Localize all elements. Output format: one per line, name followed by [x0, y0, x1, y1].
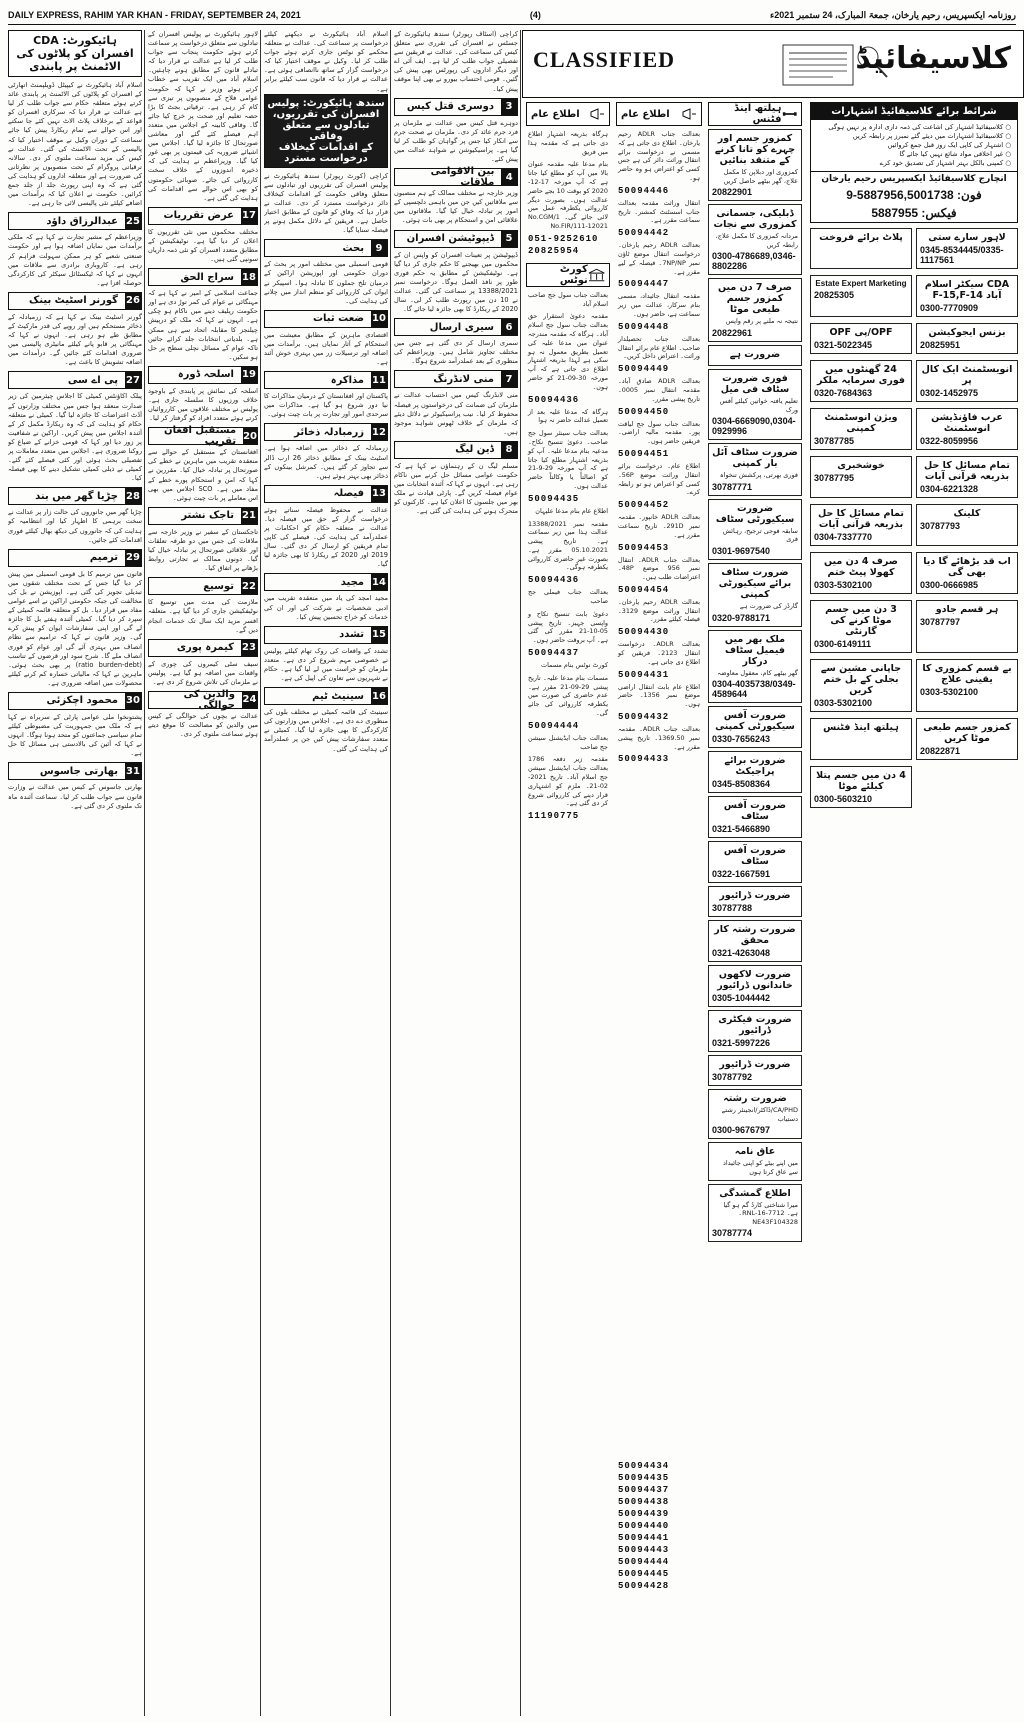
classified-ad: ملک بھر میں فیمیل سٹاف درکار گھر بیٹھے کام، معقول معاوضہ 0304-4035738/0349-4589644	[708, 630, 802, 704]
notice-text: ہرگاہ بذریعہ اشتہار اطلاع دی جاتی ہے کہ مقدمہ ہذا میں فریق	[528, 130, 608, 156]
terms-box: شرائط برائے کلاسیفائیڈ اشتہارات ○ کلاسیفائیڈ اشتہار کی اشاعت کی ذمہ داری ادارہ پر نہیں ہوگی ○ کلاسیفائیڈ اشتہارات میں دیئے گئے نمبرز پر رابطہ کریں ○ اشتہار کی کاپی ایک روز قبل جمع کروائیں ○ غیر اخلاقی مواد شائع نہیں کیا جائے گا ○ کمپنی بالکل بہتر اشتہار کی تصدیق خود کرے انچارج کلاسیفائیڈ ایکسپریس رحیم یارخان فون: 5887956,5001738-9 فیکس: 5887955	[810, 102, 1018, 223]
article-text: اسلام آباد ہائیکورٹ نے کیپیٹل ڈویلپمنٹ اتھارٹی کے افسران کو پلاٹوں کی الاٹمنٹ پر پابندی عائد کرتے ہوئے متعلقہ حکام سے جواب طلب کر لیا ہے عدالت نے قرار دیا کہ سرکاری افسران کو قواعد کے برخلاف پلاٹ الاٹ نہیں کئے جا سکتے اور اس حوالے سے تمام ریکارڈ پیش کیا جائے سماعت کے دوران وکیل نے موقف اختیار کیا کہ پالیسی کے تحت الاٹمنٹ کی گئی۔ عدالت نے کیس کی مزید سماعت ملتوی کر دی۔ سالانہ ترقیاتی پروگرام کے تحت منصوبوں پر نظرثانی کی ضرورت ہے اور متعلقہ اداروں کو ہدایت کی گئی ہے کہ وہ اپنی رپورٹ جلد از جلد جمع کرائیں۔ حکومت نے اعلان کیا کہ برآمدات میں اضافے کیلئے نئی پالیسی لائی جا رہی ہے۔	[8, 81, 142, 208]
column-divider	[260, 30, 261, 1716]
section-heading: 27 پی اے سی	[8, 371, 142, 389]
section-heading: 25 عبدالرزاق داؤد	[8, 212, 142, 230]
classified-ad: 4 دن میں جسم پتلا کیلئے موٹا 0300-5603210	[810, 766, 912, 808]
classified-ad: ضرورت رشتہ کار محقق 0321-4263048	[708, 920, 802, 962]
section-heading: 8 ڈین لیگ	[394, 441, 518, 459]
section-heading: 5 ڈیپوٹیشن افسران	[394, 230, 518, 248]
classified-banner	[522, 30, 1024, 98]
classified-col-notices: اطلاع عام ہرگاہ بذریعہ اشتہار اطلاع دی جاتی ہے کہ مقدمہ ہذا میں فریق بنام مدعا علیہ مقدمہ عنوان بالا میں آپ کو مطلع کیا جاتا ہے کہ آپ مورخہ 17-12-2020 کو بوقت 10 بجے حاضر عدالت ہوں۔ بصورت دیگر کارروائی یکطرفہ عمل میں لائی جائے گی۔ No.CGM/1 No.FIR/111-12021 051-9252610 20825954 کورٹ نوٹس بعدالت جناب سول جج صاحب اسلام آباد مقدمہ دعویٰ استقرار حق بعدالت جناب سول جج اسلام آباد۔ ہرگاہ کہ مقدمہ مندرجہ عنوان میں مدعا علیہ کی تعمیل بطریق معمول نہ ہو سکی ہے لہذا بذریعہ اشتہار اطلاع دی جاتی ہے کہ آپ مورخہ 30-09-21 کو حاضر ہوں۔ 50094436 ہرگاہ کہ مدعا علیہ بعد از تعمیل عدالت حاضر نہ ہوا بعدالت جناب سینئر سول جج صاحب۔ دعویٰ تنسیخ نکاح۔ مدعیہ بنام مدعا علیہ۔ آپ کو بذریعہ اشتہار مطلع کیا جاتا ہے کہ آپ مورخہ 29-9-21 کو اصالتاً یا وکالتاً حاضر عدالت ہوں۔ 50094435 اطلاع عام بنام مدعا علیہان مقدمہ نمبر 13388/2021 عدالت ہذا میں زیر سماعت ہے۔ تاریخ پیشی 05.10.2021 مقرر ہے۔ بصورت غیر حاضری کارروائی یکطرفہ ہوگی۔ 50094436 بعدالت جناب فیملی جج صاحب دعویٰ بابت تنسیخ نکاح و واپسی جہیز۔ تاریخ پیشی 05-10-21 مقرر کی گئی ہے۔ آپ بروقت حاضر ہوں۔ 50094437 کورٹ نوٹس بنام مسمات مسمات بنام مدعا علیہ۔ تاریخ پیشی 29-09-21 مقرر ہے۔ عدم حاضری کی صورت میں یکطرفہ کارروائی کی جائے گی۔ 50094444 بعدالت جناب ایڈیشنل سیشن جج صاحب مقدمہ زیر دفعہ 1786 بعدالت جناب ایڈیشنل سیشن جج اسلام آباد۔ تاریخ 2021-02-21۔ ملزم کو اشتہاری قرار دینے کی کارروائی شروع کر دی گئی ہے۔ 11190775	[524, 100, 612, 822]
section-heading: 22 توسیع	[148, 577, 258, 595]
classified-ad: اب قد بڑھائے گا دیا بھی گی 0300-0666985	[916, 552, 1018, 594]
column-divider	[520, 30, 521, 1716]
section-heading: 18 سراج الحق	[148, 268, 258, 286]
classified-ad: 24 گھنٹوں میں فوری سرمایہ ملکر 0320-7684363	[810, 360, 912, 402]
classified-ad: ہر قسم جادو 30787797	[916, 600, 1018, 653]
section-heading: 31 بھارتی جاسوس	[8, 762, 142, 780]
section-heading: 20 مستقبل افغان تقریب	[148, 427, 258, 445]
classified-ad: تمام مسائل کا حل بذریعہ قرآنی آیات 0304-6221328	[916, 456, 1018, 498]
news-column-2: لاہور ہائیکورٹ نے پولیس افسران کے تبادلوں سے متعلق درخواست پر سماعت کرتے ہوئے حکومت پنجاب سے جواب طلب کر لیا ہے عدالت نے قرار دیا کہ تبادلے قانون کے مطابق ہونے چاہئیں۔ اسلام آباد میں ایک تقریب سے خطاب کرتے ہوئے وزیر نے کہا کہ حکومت عوامی فلاح کے منصوبوں پر تیزی سے کام کر رہی ہے۔ ترقیاتی بجٹ کا بڑا حصہ تعلیم اور صحت پر خرچ کیا جائے گا۔ وفاقی کابینہ کے اجلاس میں متعدد اہم فیصلے کئے گئے اور معاشی صورتحال کا جائزہ لیا گیا۔ اجلاس میں اشیائے ضروریہ کی قیمتوں پر بھی غور کیا گیا۔ وزیراعظم نے ہدایت کی کہ ذخیرہ اندوزوں کے خلاف سخت کارروائی کی جائے۔ صوبائی حکومتوں کو بھی اس حوالے سے اقدامات کی ہدایت کی گئی ہے۔ 17 عرض تقرریات مختلف محکموں میں نئی تقرریوں کا اعلان کر دیا گیا ہے۔ نوٹیفکیشن کے مطابق متعدد افسران کو نئی ذمہ داریاں سونپی گئی ہیں۔ 18 سراج الحق جماعت اسلامی کے امیر نے کہا ہے کہ مہنگائی نے عوام کی کمر توڑ دی ہے اور حکومت ریلیف دینے میں ناکام ہو چکی ہے۔ انہوں نے کہا کہ ملک کو درپیش چیلنجز کا مقابلہ اتحاد سے ہی ممکن ہے۔ بلدیاتی انتخابات جلد کرائے جائیں تاکہ عوام کے مسائل نچلی سطح پر حل ہو سکیں۔ 19 اسلحہ ڈورہ اسلحہ کی نمائش پر پابندی کے باوجود خلاف ورزیوں کا سلسلہ جاری ہے۔ پولیس نے مختلف علاقوں میں کارروائیاں کرتے ہوئے متعدد افراد کو گرفتار کر لیا۔ 20 مستقبل افغان تقریب افغانستان کے مستقبل کے حوالے سے منعقدہ تقریب میں ماہرین نے خطے کی صورتحال پر تبادلہ خیال کیا۔ مقررین نے کہا کہ امن و استحکام پورے خطے کے مفاد میں ہے۔ SCO اجلاس میں بھی اس معاملے پر بات چیت ہوئی۔ 21 تاجک نشتر تاجکستان کے سفیر نے وزیر خارجہ سے ملاقات کی جس میں دو طرفہ تعلقات اور علاقائی صورتحال پر تبادلہ خیال کیا گیا۔ دونوں ممالک نے تجارتی روابط بڑھانے پر اتفاق کیا۔ 22 توسیع ملازمت کی مدت میں توسیع کا نوٹیفکیشن جاری کر دیا گیا ہے۔ متعلقہ افسر مزید ایک سال تک خدمات انجام دیں گے۔ 23 کیمرہ پوری سیف سٹی کیمروں کی چوری کے واقعات میں اضافہ ہو گیا ہے۔ پولیس نے ملزمان کی تلاش شروع کر دی ہے۔ 24 والدین کی حوالگی عدالت نے بچوں کی حوالگی کے کیس میں والدین کو مصالحت کا موقع دیتے ہوئے سماعت ملتوی کر دی۔	[148, 30, 258, 739]
section-heading: 7 منی لانڈرنگ	[394, 370, 518, 388]
classified-title-en: CLASSIFIED	[533, 47, 676, 72]
section-heading: 12 زرمبادلہ ذخائر	[264, 423, 388, 441]
notice-heading: اطلاع عام	[526, 102, 610, 126]
page-number: (4)	[529, 10, 541, 20]
classified-col-notices-2: اطلاع عام بعدالت جناب ADLR رحیم یارخان۔ اطلاع دی جاتی ہے کہ مسمی نے درخواست برائے انتقال وراثت دائر کی ہے جس کسی کو اعتراض ہو وہ حاضر ہو۔ 50094446 انتقال وراثت مقدمہ بعدالت جناب اسسٹنٹ کمشنر۔ تاریخ سماعت مقرر ہے۔ 50094442 بعدالت ADLR رحیم یارخان۔ درخواست انتقال موضع ٹاؤن نمبر 7NP/NP۔ فیصلہ کے لیے مقرر ہے۔ 50094447 مقدمہ انتقال جائیداد، مسمی بنام سرکار، عدالت میں زیر سماعت ہے، حاضر ہوں۔ 50094448 بعدالت جناب تحصیلدار صاحب۔ اطلاع عام برائے انتقال وراثت۔ اعتراض داخل کریں۔ 50094449 بعدالت ADLR صادق آباد۔ مقدمہ انتقال نمبر 0005۔ تاریخ پیشی مقرر۔ 50094450 بعدالت جناب سول جج لیاقت پور۔ مقدمہ مالیہ اراضی۔ فریقین حاضر ہوں۔ 50094451 اطلاع عام۔ درخواست برائے انتقال وراثت موضع 56P۔ کسی کو اعتراض ہو تو رابطہ کرے۔ 50094452 بعدالت ADLR خانپور۔ مقدمہ نمبر 291D۔ تاریخ سماعت مقرر ہے۔ 50094453 بعدالت جناب ADLR۔ انتقال نمبر 956 موضع 48P۔ اعتراضات طلب ہیں۔ 50094454 بعدالت ADLR رحیم یارخان۔ انتقال وراثت موضع 3129۔ فیصلہ کیلئے مقرر۔ 50094430 بعدالت ADLR۔ درخواست انتقال 2123۔ فریقین کو اطلاع دی جاتی ہے۔ 50094431 اطلاع عام بابت انتقال اراضی موضع نمبر 1356۔ حاضر ہوں۔ 50094432 بعدالت جناب ADLR۔ مقدمہ نمبر 1369.50۔ تاریخ پیشی مقرر ہے۔ 50094433	[614, 100, 704, 765]
classified-ad: ضرورت ہے	[708, 345, 802, 366]
section-heading: 13 فیصلہ	[264, 485, 388, 503]
section-heading: 11 مذاکرہ	[264, 371, 388, 389]
classified-ad: ضرورت سیکیورٹی سٹاف سابقہ فوجی ترجیح، رہائش فری 0301-9697540	[708, 499, 802, 560]
classified-ad: کمزور جسم طبعی موٹا کریں 20822871	[916, 718, 1018, 760]
classified-ad: ہیلتھ اینڈ فٹنس	[810, 718, 912, 760]
classified-ad: ضرورت فیکٹری ڈرائیور 0321-5997226	[708, 1010, 802, 1052]
classified-ad: CDA سیکٹر اسلام آباد F-15,F-14 0300-7770909	[916, 275, 1018, 317]
classified-ad: خوشخبری 30787795	[810, 456, 912, 498]
header-right-urdu-date: روزنامہ ایکسپریس، رحیم یارخان، جمعۃ المبارک، 24 ستمبر 2021ء	[769, 9, 1016, 20]
classified-ad: انویسٹمنٹ ایک کال پر 0302-1452975	[916, 360, 1018, 402]
section-heading: 17 عرض تقرریات	[148, 207, 258, 225]
classified-ad: صرف 7 دن میں کمزور جسم طبعی موٹا نتیجہ نہ ملنے پر رقم واپس 20822961	[708, 278, 802, 342]
classified-col-jobs: ہیلتھ اینڈ فٹنس کمزور جسم اور چہرے کو تانا کرنے کے متنقد بنائیں کمزوری اور دبلاپن کا مکمل علاج، گھر بیٹھے حاصل کریں 20822901 ڈبلیکی، جسمانی کمزوری سے نجات مردانہ کمزوری کا مکمل علاج، رابطہ کریں 0300-4786689,0346-8802286 صرف 7 دن میں کمزور جسم طبعی موٹا نتیجہ نہ ملنے پر رقم واپس 20822961 ضرورت ہے فوری ضرورت سٹاف فی میل تعلیم یافتہ خواتین کیلئے آفس ورک 0304-6669090,0304-0929996 ضرورت سٹاف آئل بار کمپنی فوری بھرتی، پرکشش تنخواہ 30787771 ضرورت سیکیورٹی سٹاف سابقہ فوجی ترجیح، رہائش فری 0301-9697540 ضرورت سٹاف برائے سیکیورٹی کمپنی گارڈز کی ضرورت ہے 0320-9788171 ملک بھر میں فیمیل سٹاف درکار گھر بیٹھے کام، معقول معاوضہ 0304-4035738/0349-4589644 ضرورت آفس سیکیورٹی کمپنی 0330-7656243 ضرورت برائے پراجیکٹ 0345-8508364 ضرورت آفس سٹاف 0321-5466890 ضرورت آفس سٹاف 0322-1667591 ضرورت ڈرائیور 30787788 ضرورت رشتہ کار محقق 0321-4263048 ضرورت لاکھوں خاندانوں ڈرائیور 0305-1044442 ضرورت فیکٹری ڈرائیور 0321-5997226 ضرورت ڈرائیور 30787792 ضرورت رشتہ CA/PHD/ڈاکٹر/انجینئر رشتے دستیاب 0300-9676797 عاق نامہ میں اپنے بیٹے کو اپنی جائیداد سے عاق کرتا ہوں اطلاع گمشدگی میرا شناختی کارڈ گم ہو گیا ہے۔ RNL-16-7712۔ NE43F104328 30787774	[706, 100, 804, 1245]
classified-ad: ضرورت لاکھوں خاندانوں ڈرائیور 0305-1044442	[708, 965, 802, 1007]
classified-ad: کلینک 30787793	[916, 504, 1018, 546]
classified-title-ur: کلاسیفائیڈ	[855, 41, 1011, 76]
classified-ad: بزنس ایجوکیشن 20825951	[916, 323, 1018, 354]
classified-ad: ضرورت ڈرائیور 30787788	[708, 886, 802, 917]
section-heading: 24 والدین کی حوالگی	[148, 691, 258, 709]
header-left-date: DAILY EXPRESS, RAHIM YAR KHAN - FRIDAY, SEPTEMBER 24, 2021	[8, 10, 301, 20]
section-heading: 30 محمود اچکزئی	[8, 692, 142, 710]
news-column-3: اسلام آباد ہائیکورٹ نے دیکھنے کیلئے درخواست پر سماعت کی۔ عدالت نے متعلقہ محکمے کو نوٹس جاری کرتے ہوئے جواب طلب کر لیا۔ وکیل نے موقف اختیار کیا کہ درخواست گزار کے ساتھ ناانصافی ہوئی ہے۔ عدالت نے قرار دیا کہ قانون سب کیلئے برابر ہے۔ سندھ ہائیکورٹ: پولیس افسران کی تقرریوں، تبادلوں سے متعلق وفاقی کے اقدامات کیخلاف درخواست مسترد کراچی (کورٹ رپورٹر) سندھ ہائیکورٹ نے پولیس افسران کی تقرریوں اور تبادلوں سے متعلق وفاقی حکومت کے اقدامات کیخلاف دائر درخواست مسترد کر دی۔ عدالت نے قرار دیا کہ وفاق کو قانون کے مطابق اختیار حاصل ہے۔ فریقین کے دلائل مکمل ہونے پر فیصلہ سنایا گیا۔ 9 بحث قومی اسمبلی میں مختلف امور پر بحث کے دوران حکومتی اور اپوزیشن اراکین کے درمیان تلخ جملوں کا تبادلہ ہوا۔ اسپیکر نے ایوان کی کارروائی کو منظم انداز میں چلانے کی ہدایت کی۔ 10 ضعت ثبات اقتصادی ماہرین کے مطابق معیشت میں استحکام کے آثار نمایاں ہیں۔ برآمدات میں اضافہ اور ترسیلات زر میں بہتری خوش آئند ہے۔ 11 مذاکرہ پاکستان اور افغانستان کے درمیان مذاکرات کا نیا دور شروع ہو گیا ہے۔ مذاکرات میں سرحدی امور اور تجارت پر بات چیت ہوئی۔ 12 زرمبادلہ ذخائر زرمبادلہ کے ذخائر میں اضافہ ہوا ہے۔ اسٹیٹ بینک کے مطابق ذخائر 26 ارب ڈالر سے تجاوز کر گئے ہیں۔ کمرشل بینکوں کے ذخائر بھی بہتر ہوئے ہیں۔ 13 فیصلہ عدالت نے محفوظ فیصلہ سناتے ہوئے درخواست گزار کے حق میں فیصلہ دیا۔ عدالت نے متعلقہ حکام کو احکامات پر عملدرآمد کی ہدایت کی۔ فیصلے کی کاپی تمام فریقین کو ارسال کر دی گئی۔ سال 2019 اور 2020 کے ریکارڈ کا بھی جائزہ لیا گیا۔ 14 مجید مجید امجد کی یاد میں منعقدہ تقریب میں ادبی شخصیات نے شرکت کی اور ان کی خدمات کو خراج تحسین پیش کیا۔ 15 تشدد تشدد کے واقعات کی روک تھام کیلئے پولیس نے خصوصی مہم شروع کر دی ہے۔ متعدد ملزمان کو حراست میں لے لیا گیا ہے۔ حکام نے شہریوں سے تعاون کی اپیل کی ہے۔ 16 سینیٹ ٹیم سینیٹ کی قائمہ کمیٹی نے مختلف بلوں کی منظوری دے دی ہے۔ اجلاس میں وزارتوں کی کارکردگی کا بھی جائزہ لیا گیا۔ کمیٹی نے متعدد سفارشات پیش کیں جن پر عملدرآمد کی ہدایت کی گئی۔	[264, 30, 388, 753]
classified-ad: ضرورت سٹاف آئل بار کمپنی فوری بھرتی، پرکشش تنخواہ 30787771	[708, 443, 802, 496]
court-notice-heading: کورٹ نوٹس	[526, 263, 610, 287]
section-heading: 16 سینیٹ ٹیم	[264, 687, 388, 705]
section-heading: 29 ترمیم	[8, 549, 142, 567]
section-heading: 28 چڑیا گھر میں بند	[8, 487, 142, 505]
classified-ad: بے قسم کمزوری کا یقینی علاج 0303-5302100	[916, 659, 1018, 712]
classified-ad: Estate Expert Marketing 20825305	[810, 275, 912, 317]
classified-ad: تمام مسائل کا حل بذریعہ قرآنی آیات 0304-7337770	[810, 504, 912, 546]
classified-ad: لاہور سارے ستی 0345-8534445/0335-1117561	[916, 228, 1018, 269]
phone-number: 20825954	[528, 245, 580, 256]
classified-ad: ضرورت برائے پراجیکٹ 0345-8508364	[708, 751, 802, 793]
right-ads-grid	[808, 225, 1020, 811]
classified-ad: ضرورت آفس سٹاف 0322-1667591	[708, 841, 802, 883]
court-icon	[588, 268, 605, 282]
section-heading: 10 ضعت ثبات	[264, 310, 388, 328]
classified-ad: عاق نامہ میں اپنے بیٹے کو اپنی جائیداد سے عاق کرتا ہوں	[708, 1142, 802, 1180]
fitness-icon	[782, 107, 797, 121]
classified-ad: ضرورت ڈرائیور 30787792	[708, 1055, 802, 1086]
classified-ad: ضرورت آفس سیکیورٹی کمپنی 0330-7656243	[708, 706, 802, 748]
section-heading: 21 تاجک نشتر	[148, 507, 258, 525]
classified-col-right	[808, 100, 1020, 811]
sindh-headline: سندھ ہائیکورٹ: پولیس افسران کی تقرریوں، تبادلوں سے متعلق وفاقی کے اقدامات کیخلاف درخواست مسترد	[264, 94, 388, 168]
news-column-1: ہائیکورٹ: CDA افسران کو پلاٹوں کی الاٹمنٹ پر پابندی اسلام آباد ہائیکورٹ نے کیپیٹل ڈویلپمنٹ اتھارٹی کے افسران کو پلاٹوں کی الاٹمنٹ پر پابندی عائد کرتے ہوئے متعلقہ حکام سے جواب طلب کر لیا ہے عدالت نے قرار دیا کہ سرکاری افسران کو قواعد کے برخلاف پلاٹ الاٹ نہیں کئے جا سکتے اور اس حوالے سے تمام ریکارڈ پیش کیا جائے سماعت کے دوران وکیل نے موقف اختیار کیا کہ پالیسی کے تحت الاٹمنٹ کی گئی۔ عدالت نے کیس کی مزید سماعت ملتوی کر دی۔ سالانہ ترقیاتی پروگرام کے تحت منصوبوں پر نظرثانی کی ضرورت ہے اور متعلقہ اداروں کو ہدایت کی گئی ہے کہ وہ اپنی رپورٹ جلد از جلد جمع کرائیں۔ حکومت نے اعلان کیا کہ برآمدات میں اضافے کیلئے نئی پالیسی لائی جا رہی ہے۔ 25 عبدالرزاق داؤد وزیراعظم کے مشیر تجارت نے کہا ہے کہ ملکی برآمدات میں نمایاں اضافہ ہوا ہے اور حکومت صنعتی شعبے کو ہر ممکن سہولت فراہم کر رہی ہے۔ کاروباری برادری سے ملاقات میں انہوں نے کہا کہ ٹیکسٹائل سیکٹر کی کارکردگی حوصلہ افزا ہے۔ 26 گورنر اسٹیٹ بینک گورنر اسٹیٹ بینک نے کہا ہے کہ زرمبادلہ کے ذخائر مستحکم ہیں اور روپے کی قدر مارکیٹ کے مطابق طے ہو رہی ہے۔ انہوں نے کہا کہ مہنگائی پر قابو پانے کیلئے مانیٹری پالیسی میں ضروری اقدامات کئے جائیں گے۔ درآمدات میں اضافہ تشویش کا باعث ہے۔ 27 پی اے سی پبلک اکاؤنٹس کمیٹی کا اجلاس چیئرمین کی زیر صدارت منعقد ہوا جس میں مختلف وزارتوں کے آڈٹ اعتراضات کا جائزہ لیا گیا۔ کمیٹی نے متعلقہ حکام کو ہدایت کی کہ وہ ریکارڈ مکمل کر کے آئندہ اجلاس میں پیش کریں۔ اراکین نے شفافیت پر زور دیا اور کہا کہ قومی خزانے کے ضیاع کو روکنا ضروری ہے۔ اجلاس میں متعدد معاملات پر تفصیلی بحث ہوئی اور کئی فیصلے کئے گئے۔ کمیٹی نے ذیلی کمیٹی تشکیل دینے کا بھی فیصلہ کیا۔ 28 چڑیا گھر میں بند چڑیا گھر میں جانوروں کی حالت زار پر عدالت نے سخت برہمی کا اظہار کیا اور انتظامیہ کو ہدایت کی کہ جانوروں کی دیکھ بھال کیلئے فوری اقدامات کئے جائیں۔ 29 ترمیم قانون میں ترمیم کا بل قومی اسمبلی میں پیش کر دیا گیا جس کے تحت مختلف شقوں میں تبدیلی تجویز کی گئی ہے۔ اپوزیشن نے بل کی مخالفت کی جبکہ حکومتی اراکین نے اسے عوامی مفاد میں قرار دیا۔ بل کو متعلقہ قائمہ کمیٹی کے سپرد کر دیا گیا۔ کمیٹی آئندہ ہفتے بل کا جائزہ لے گی اور اپنی سفارشات ایوان کو پیش کرے گی۔ وزیر قانون نے کہا کہ ترامیم سے نظام انصاف میں بہتری آئے گی اور عوام کو فوری انصاف ملے گا۔ شرح سود اور قرضوں کے تناسب (ratio burden-debt) پر بھی بحث ہوئی۔ ماہرین نے کہا کہ مالیاتی خسارہ کم کرنے کیلئے محصولات میں اضافہ ضروری ہے۔ 30 محمود اچکزئی پشتونخوا ملی عوامی پارٹی کے سربراہ نے کہا ہے کہ ملک میں جمہوریت کی مضبوطی کیلئے تمام سیاسی جماعتوں کو متحد ہونا ہوگا۔ انہوں نے کہا کہ آئین کی بالادستی ہی مسائل کا حل ہے۔ 31 بھارتی جاسوس بھارتی جاسوس کے کیس میں عدالت نے وزارت قانون سے جواب طلب کر لیا۔ سماعت آئندہ ماہ تک ملتوی کر دی گئی ہے۔	[8, 30, 142, 811]
classified-ad: صرف 4 دن میں کھولا پیٹ ختم 0303-5302100	[810, 552, 912, 594]
section-heading: 3 دوسری قتل کیس	[394, 98, 518, 116]
column-divider	[390, 30, 391, 1716]
classified-ad: ویژن انوسٹمنٹ کمپنی 30787785	[810, 408, 912, 450]
classified-ad: ضرورت رشتہ CA/PHD/ڈاکٹر/انجینئر رشتے دستیاب 0300-9676797	[708, 1089, 802, 1139]
section-heading: 4 بین الاقوامی ملاقات	[394, 168, 518, 186]
section-heading: 14 مجید	[264, 573, 388, 591]
classified-ad: عرب فاؤنڈیشن انوسٹمنٹ 0322-8059956	[916, 408, 1018, 450]
section-heading: 26 گورنر اسٹیٹ بینک	[8, 292, 142, 310]
classified-ad: ضرورت سٹاف برائے سیکیورٹی کمپنی گارڈز کی ضرورت ہے 0320-9788171	[708, 563, 802, 627]
classified-ad: ڈبلیکی، جسمانی کمزوری سے نجات مردانہ کمزوری کا مکمل علاج، رابطہ کریں 0300-4786689,0346-8802286	[708, 204, 802, 275]
megaphone-icon	[681, 107, 697, 121]
phone-number: 051-9252610	[528, 233, 599, 244]
section-heading: 9 بحث	[264, 239, 388, 257]
classified-ad: اطلاع گمشدگی میرا شناختی کارڈ گم ہو گیا ہے۔ RNL-16-7712۔ NE43F104328 30787774	[708, 1184, 802, 1243]
classified-ad: 3 دن میں جسم موٹا کرنے کی گارنٹی 0300-6149111	[810, 600, 912, 653]
classified-ad: ضرورت آفس سٹاف 0321-5466890	[708, 796, 802, 838]
classified-ad: OPF/پی OPF 0321-5022345	[810, 323, 912, 354]
megaphone-icon	[589, 107, 605, 121]
section-heading: 15 تشدد	[264, 626, 388, 644]
section-heading: 23 کیمرہ پوری	[148, 639, 258, 657]
classified-ad: جاپانی مشین سے بجلی کے بل ختم کریں 0303-5302100	[810, 659, 912, 712]
section-heading: 19 اسلحہ ڈورہ	[148, 366, 258, 384]
classified-ad: پلاٹ برائے فروخت	[810, 228, 912, 269]
page-header	[8, 6, 1016, 25]
phone-strip: 50094434 50094435 50094437 50094438 50094439 50094440 50094441 50094443 50094444 50094445 50094428	[618, 1461, 670, 1591]
news-column-4: کراچی (اسٹاف رپورٹر) سندھ ہائیکورٹ کے جسٹس نے افسران کی تقرری سے متعلق کیس کی سماعت کی۔ عدالت نے فریقین سے تفصیلی جواب طلب کر لیا ہے۔ ایف آئی اے اور دیگر اداروں کی رپورٹس بھی پیش کی گئیں۔ قومی احتساب بیورو نے بھی اپنا موقف پیش کیا۔ 3 دوسری قتل کیس دوہرے قتل کیس میں عدالت نے ملزمان پر فرد جرم عائد کر دی۔ ملزمان نے صحت جرم سے انکار کیا جس پر گواہان کو طلب کر لیا گیا ہے۔ پراسیکیوشن نے شواہد عدالت میں پیش کئے۔ 4 بین الاقوامی ملاقات وزیر خارجہ نے مختلف ممالک کے ہم منصبوں سے ملاقاتیں کیں جن میں باہمی دلچسپی کے امور پر تبادلہ خیال کیا گیا۔ ملاقاتوں میں علاقائی امن و استحکام پر بھی بات ہوئی۔ 5 ڈیپوٹیشن افسران ڈیپوٹیشن پر تعینات افسران کو واپس ان کے محکموں میں بھیجنے کا حکم جاری کر دیا گیا ہے۔ نوٹیفکیشن کے مطابق یہ حکم فوری طور پر نافذ العمل ہوگا۔ درخواست نمبر 13388/2021 پر سماعت کی گئی۔ عدالت نے 10 دن میں رپورٹ طلب کر لی۔ سال 2020 کے ریکارڈ کا بھی جائزہ لیا جائے گا۔ 6 سیری ارسال سمری ارسال کر دی گئی ہے جس میں مختلف تجاویز شامل ہیں۔ وزیراعظم کی منظوری کے بعد عملدرآمد شروع ہوگا۔ 7 منی لانڈرنگ منی لانڈرنگ کیس میں احتساب عدالت نے ملزمان کی ضمانت کی درخواستوں پر فیصلہ محفوظ کر لیا۔ نیب پراسیکیوٹر نے دلائل دیئے کہ ملزمان کے خلاف ٹھوس شواہد موجود ہیں۔ 8 ڈین لیگ مسلم لیگ ن کے رہنماؤں نے کہا ہے کہ حکومت عوامی مسائل حل کرنے میں ناکام رہی ہے۔ انہوں نے کہا کہ آئندہ انتخابات میں عوام فیصلہ کریں گے۔ پارٹی قیادت نے ملک بھر میں جلسوں کا اعلان کیا ہے۔ کارکنوں کو متحرک ہونے کی ہدایت کی گئی ہے۔	[394, 30, 518, 516]
classified-ad: کمزور جسم اور چہرے کو تانا کرنے کے متنقد بنائیں کمزوری اور دبلاپن کا مکمل علاج، گھر بیٹھے حاصل کریں 20822901	[708, 129, 802, 201]
column-divider	[144, 30, 145, 1716]
section-heading: 6 سیری ارسال	[394, 318, 518, 336]
main-headline: ہائیکورٹ: CDA افسران کو پلاٹوں کی الاٹمنٹ پر پابندی	[8, 30, 142, 77]
classified-ad: فوری ضرورت سٹاف فی میل تعلیم یافتہ خواتین کیلئے آفس ورک 0304-6669090,0304-0929996	[708, 369, 802, 440]
